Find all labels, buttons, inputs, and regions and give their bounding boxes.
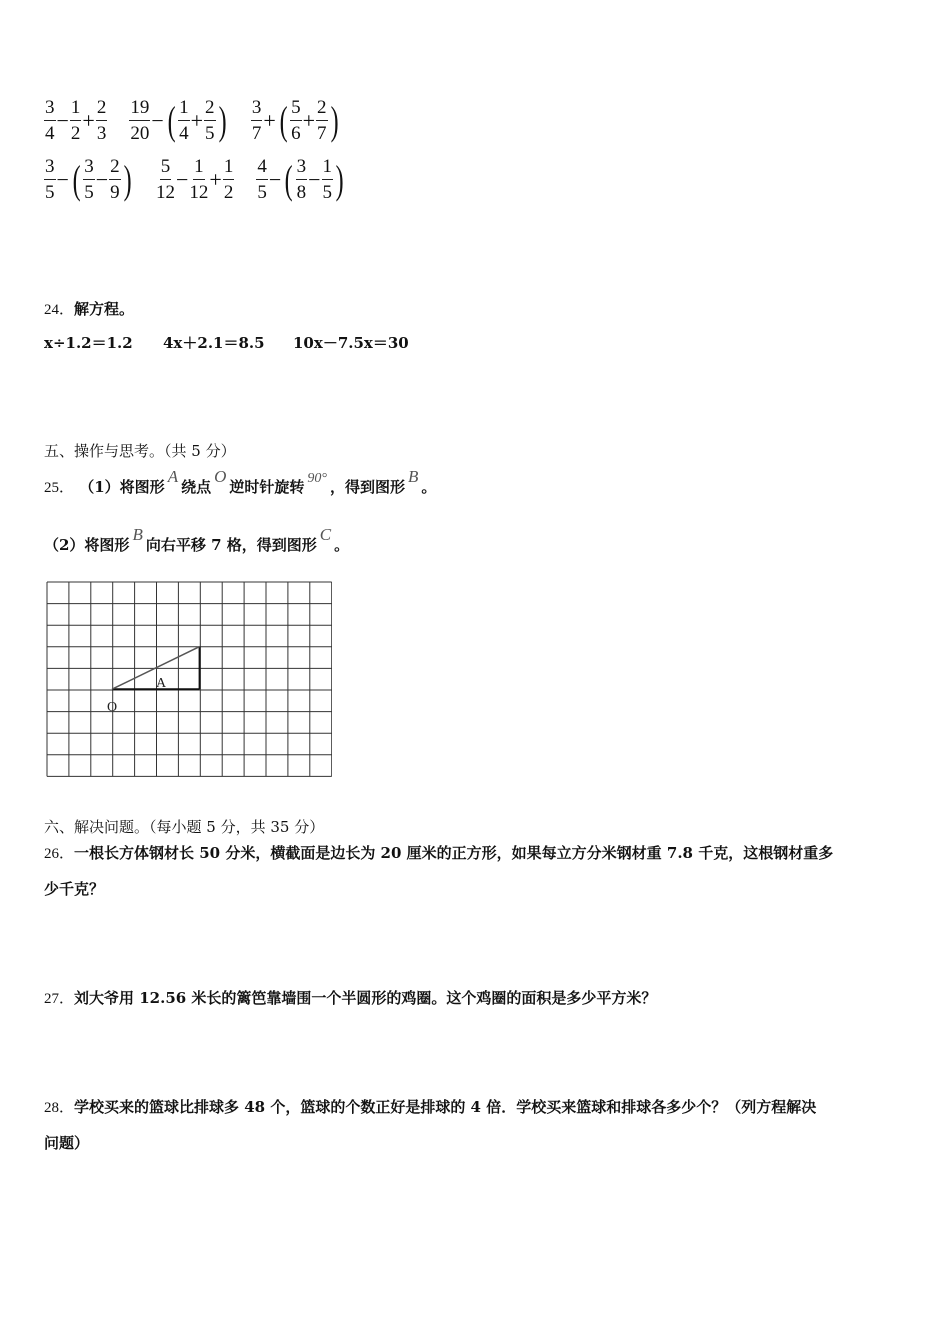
denominator: 5 (205, 123, 215, 144)
q27 (44, 987, 656, 1008)
q26-line-1 (44, 842, 833, 863)
fraction (156, 157, 175, 202)
parenthesis: ) (335, 156, 344, 202)
q25-part1-text-d: ，得到图形 (330, 478, 406, 496)
angle-90: 90° (307, 471, 328, 486)
denominator: 20 (130, 123, 150, 144)
operator: − (176, 166, 189, 192)
numerator: 3 (296, 157, 308, 180)
q24-equation-2: 4x＋2.1＝8.5 (163, 334, 265, 352)
denominator: 2 (70, 123, 81, 144)
operator: − (308, 166, 321, 192)
parenthesis: ( (279, 97, 288, 143)
q26-text-1: 一根长方体钢材长 50 分米，横截面是边长为 20 厘米的正方形，如果每立方分米钢材重 7.8 千克，这根钢材重多 (74, 844, 834, 862)
parenthesis: ( (72, 156, 81, 202)
denominator: 4 (179, 123, 189, 144)
numerator: 2 (109, 157, 121, 180)
label-C: C (319, 525, 332, 544)
denominator: 4 (45, 123, 55, 144)
fraction (296, 157, 308, 202)
operator: + (263, 107, 276, 133)
q25-part-1 (44, 467, 437, 497)
q28-line-2: 问题） (44, 1134, 90, 1152)
fraction (256, 157, 268, 202)
section-5-title: 五、操作与思考。（共 5 分） (44, 442, 236, 460)
denominator: 8 (296, 182, 307, 203)
fraction (44, 98, 56, 143)
parenthesis: ) (330, 97, 339, 143)
numerator: 5 (160, 157, 172, 180)
grid-label-A: A (156, 676, 167, 691)
q24-heading (44, 298, 134, 319)
numerator: 4 (256, 157, 268, 180)
q28-text-1: 学校买来的篮球比排球多 48 个，篮球的个数正好是排球的 4 倍．学校买来篮球和排球各多少个？（列方程解决 (74, 1098, 817, 1116)
operator: + (190, 107, 204, 133)
q25-part1-end: 。 (421, 478, 437, 496)
operator: − (268, 166, 282, 192)
fraction (70, 98, 82, 143)
q25-part2-text-a: （2）将图形 (44, 536, 130, 554)
q25-part2-text-b: 向右平移 7 格，得到图形 (145, 536, 317, 554)
q25-part1-text-a: （1）将图形 (79, 478, 165, 496)
denominator: 6 (291, 123, 301, 144)
grid-label-O: O (107, 700, 118, 715)
denominator: 2 (223, 182, 234, 203)
denominator: 5 (257, 182, 267, 203)
numerator: 2 (316, 98, 328, 121)
q27-text: 刘大爷用 12.56 米长的篱笆靠墙围一个半圆形的鸡圈。这个鸡圈的面积是多少平方米？ (74, 989, 657, 1007)
fraction-row-2 (44, 157, 346, 207)
q24-equation-3: 10x－7.5x＝30 (293, 334, 409, 352)
label-B: B (408, 467, 419, 486)
operator: − (56, 166, 69, 192)
section-6-title: 六、解决问题。（每小题 5 分，共 35 分） (44, 818, 325, 836)
numerator: 3 (83, 157, 95, 180)
parenthesis: ) (218, 97, 227, 143)
numerator: 2 (204, 98, 216, 121)
q25-part1-text-c: 逆时针旋转 (229, 478, 305, 496)
fraction (109, 157, 121, 202)
fraction (178, 98, 190, 143)
numerator: 1 (223, 157, 235, 180)
parenthesis: ) (123, 156, 132, 202)
numerator: 2 (96, 98, 108, 121)
numerator: 1 (193, 157, 205, 180)
denominator: 5 (84, 182, 94, 203)
fraction (83, 157, 95, 202)
parenthesis: ( (167, 97, 176, 143)
denominator: 12 (189, 182, 209, 203)
denominator: 3 (96, 123, 107, 144)
numerator: 3 (251, 98, 263, 121)
q26-number: 26． (44, 846, 75, 862)
label-B-2: B (132, 525, 143, 544)
q28-number: 28． (44, 1100, 75, 1116)
denominator: 5 (45, 182, 55, 203)
fraction (251, 98, 263, 143)
operator: − (95, 166, 109, 192)
label-O: O (214, 467, 227, 486)
denominator: 7 (317, 123, 327, 144)
operator: + (209, 166, 222, 192)
q27-number: 27． (44, 991, 75, 1007)
numerator: 3 (44, 98, 56, 121)
fraction-row-1 (44, 98, 341, 148)
fraction (223, 157, 235, 202)
fraction (189, 157, 208, 202)
denominator: 7 (251, 123, 262, 144)
denominator: 5 (322, 182, 333, 203)
q28-line-1 (44, 1096, 816, 1117)
operator: + (302, 107, 316, 133)
label-A: A (167, 467, 179, 486)
operator: − (56, 107, 69, 133)
denominator: 9 (110, 182, 120, 203)
numerator: 5 (290, 98, 302, 121)
fraction (96, 98, 108, 143)
fraction (44, 157, 56, 202)
numerator: 1 (178, 98, 190, 121)
q25-part-2 (44, 525, 350, 555)
rotation-grid-figure (46, 581, 332, 779)
fraction (129, 98, 150, 143)
fraction (322, 157, 334, 202)
q25-part2-end: 。 (334, 536, 350, 554)
fraction (290, 98, 302, 143)
denominator: 12 (156, 182, 175, 203)
q25-number: 25． (44, 480, 75, 496)
numerator: 1 (322, 157, 334, 180)
q25-part1-text-b: 绕点 (181, 478, 212, 496)
q24-number: 24． (44, 302, 75, 318)
numerator: 3 (44, 157, 56, 180)
q26-line-2: 少千克？ (44, 880, 105, 898)
numerator: 19 (129, 98, 150, 121)
grid-lines (47, 582, 332, 776)
operator: − (151, 107, 164, 133)
q24-equation-1: x÷1.2＝1.2 (44, 334, 133, 352)
fraction (204, 98, 216, 143)
parenthesis: ( (284, 156, 293, 202)
q24-title: 解方程。 (74, 300, 135, 318)
operator: + (82, 107, 95, 133)
fraction (316, 98, 328, 143)
numerator: 1 (70, 98, 82, 121)
